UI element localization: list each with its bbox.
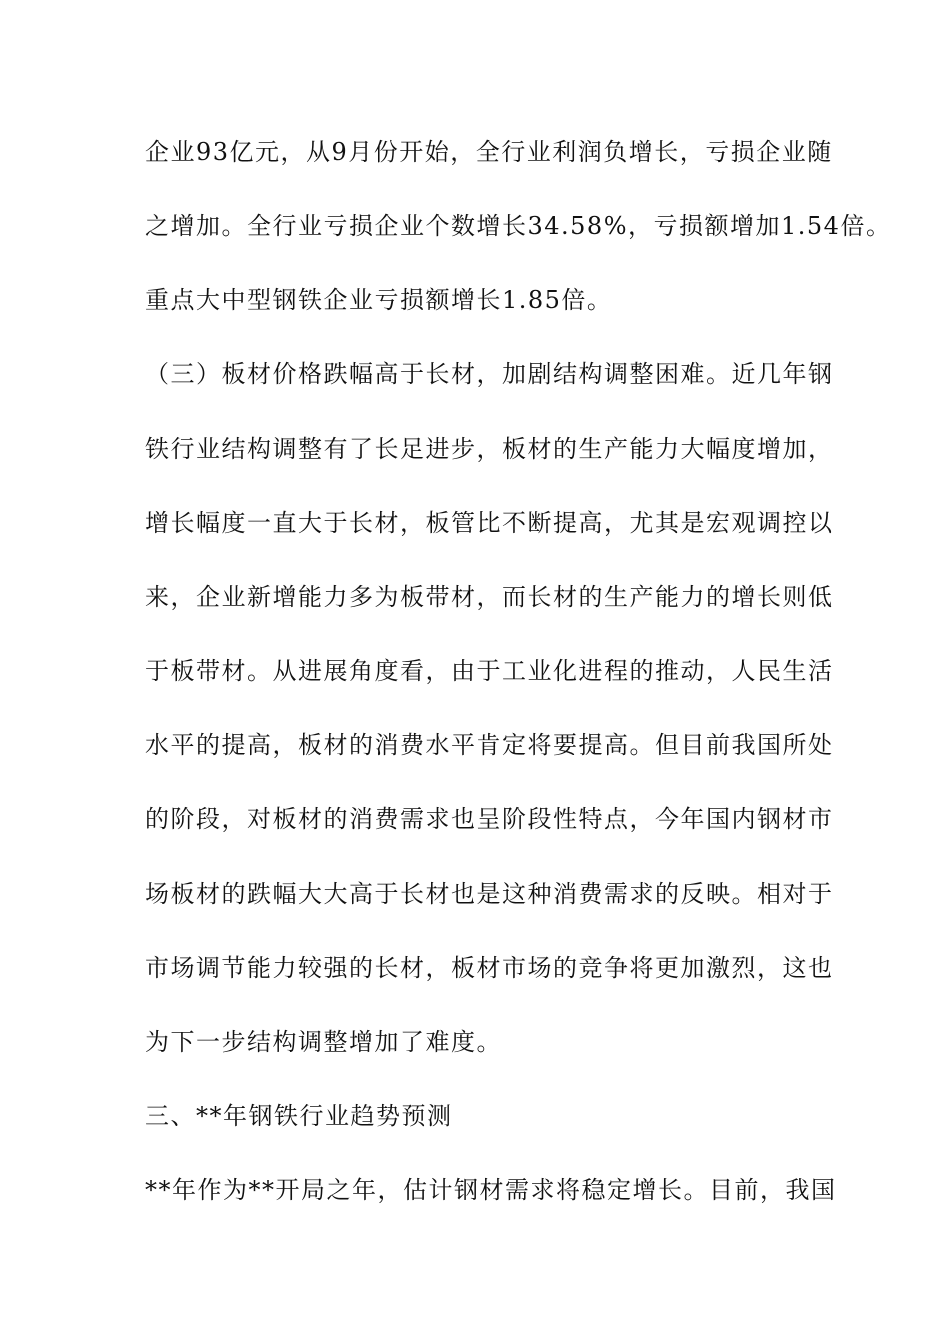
- text-line: 铁行业结构调整有了长足进步，板材的生产能力大幅度增加，: [145, 435, 834, 463]
- text-line: 于板带材。从进展角度看，由于工业化进程的推动，人民生活: [145, 657, 834, 685]
- text-line: 水平的提高，板材的消费水平肯定将要提高。但目前我国所处: [145, 731, 834, 759]
- text-line: 的阶段，对板材的消费需求也呈阶段性特点，今年国内钢材市: [145, 805, 834, 833]
- text-line: 企业93亿元，从9月份开始，全行业利润负增长，亏损企业随: [145, 138, 833, 166]
- text-line: 市场调节能力较强的长材，板材市场的竞争将更加激烈，这也: [145, 954, 834, 982]
- text-line: 场板材的跌幅大大高于长材也是这种消费需求的反映。相对于: [145, 880, 834, 908]
- text-line: 来，企业新增能力多为板带材，而长材的生产能力的增长则低: [145, 583, 834, 611]
- section-heading-3: （三）板材价格跌幅高于长材，加剧结构调整困难。近几年钢: [145, 360, 834, 388]
- text-line: 增长幅度一直大于长材，板管比不断提高，尤其是宏观调控以: [145, 509, 834, 537]
- text-line: 之增加。全行业亏损企业个数增长34.58%，亏损额增加1.54倍。: [145, 212, 892, 240]
- text-line: 为下一步结构调整增加了难度。: [145, 1028, 502, 1056]
- text-line: **年作为**开局之年，估计钢材需求将稳定增长。目前，我国: [145, 1176, 837, 1204]
- section-heading: 三、**年钢铁行业趋势预测: [145, 1102, 453, 1130]
- text-line: 重点大中型钢铁企业亏损额增长1.85倍。: [145, 286, 613, 314]
